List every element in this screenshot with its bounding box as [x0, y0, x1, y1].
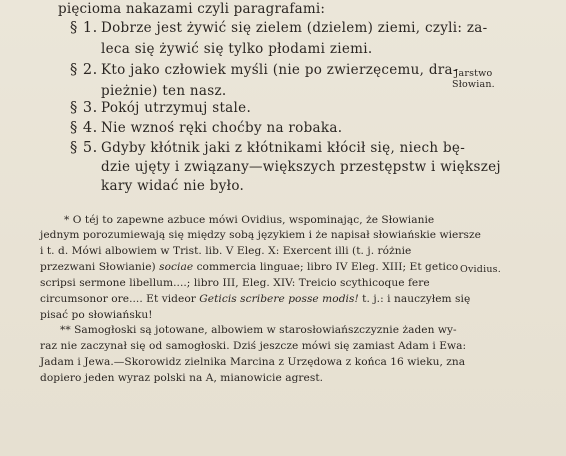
footnote-text: t. j.: i nauczyłem się	[358, 293, 471, 305]
footnote-line: scripsi sermone libellum....; libro III, Eleg. XIV: Treicio scythicoque fere	[40, 277, 430, 289]
footnote-line: jednym porozumiewają się między sobą językiem i że napisał słowiańskie wiersze	[40, 229, 481, 241]
footnote-line: pisać po słowiańsku!	[40, 309, 153, 321]
footnote-line	[40, 260, 458, 275]
footnote-line: raz nie zaczynał się od samogłoski. Dziś jeszcze mówi się zamiast Adam i Ewa:	[40, 340, 467, 352]
margin-note-line: Słowian.	[452, 79, 495, 90]
footnote-line: dopiero jeden wyraz polski na A, mianowicie agrest.	[40, 372, 324, 384]
paragraph-line: Nie wznoś ręki choćby na robaka.	[101, 120, 343, 136]
footnote-line	[40, 292, 470, 307]
paragraph-line: Dobrze jest żywić się zielem (dzielem) ziemi, czyli: za-	[101, 20, 488, 36]
margin-note-jarstwo	[452, 68, 495, 90]
footnote-text: circumsonor ore.... Et videor	[40, 293, 196, 305]
margin-note-line: Jarstwo	[454, 68, 493, 79]
footnote-text: commercia linguae; libro IV Eleg. XIII; Et getico	[193, 261, 459, 273]
paragraph-line: leca się żywić się tylko płodami ziemi.	[101, 41, 373, 57]
footnote-italic-text: Geticis scribere posse modis!	[195, 293, 359, 305]
paragraph-line: pieżnie) ten nasz.	[101, 83, 227, 99]
footnote-line: ** Samogłoski są jotowane, albowiem w starosłowiańszczyznie żaden wy-	[60, 324, 457, 336]
paragraph-line: kary widać nie było.	[101, 178, 245, 194]
paragraph-number: § 5.	[70, 140, 98, 156]
footnote-line: * O téj to zapewne azbuce mówi Ovidius, wspominając, że Słowianie	[64, 214, 435, 226]
paragraph-number: § 1.	[70, 20, 98, 36]
paragraph-number: § 3.	[70, 100, 98, 116]
paragraph-line: Kto jako człowiek myśli (nie po zwierzęcemu, dra-	[101, 62, 458, 78]
margin-note-ovidius: Ovidius.	[460, 264, 501, 275]
intro-line: pięcioma nakazami czyli paragrafami:	[58, 1, 326, 17]
paragraph-line: Pokój utrzymuj stale.	[101, 100, 252, 116]
footnote-italic-text: sociae	[155, 261, 194, 273]
paragraph-number: § 4.	[70, 120, 98, 136]
footnote-line: Jadam i Jewa.—Skorowidz zielnika Marcina z Urzędowa z końca 16 wieku, zna	[40, 356, 466, 368]
footnote-line: i t. d. Mówi albowiem w Trist. lib. V Eleg. X: Exercent illi (t. j. różnie	[40, 245, 412, 257]
paragraph-line: dzie ujęty i związany—większych przestępstw i większej	[101, 159, 501, 175]
paragraph-line: Gdyby kłótnik jaki z kłótnikami kłócił się, niech bę-	[101, 140, 466, 156]
paragraph-number: § 2.	[70, 62, 98, 78]
footnote-text: przezwani Słowianie)	[40, 261, 156, 273]
